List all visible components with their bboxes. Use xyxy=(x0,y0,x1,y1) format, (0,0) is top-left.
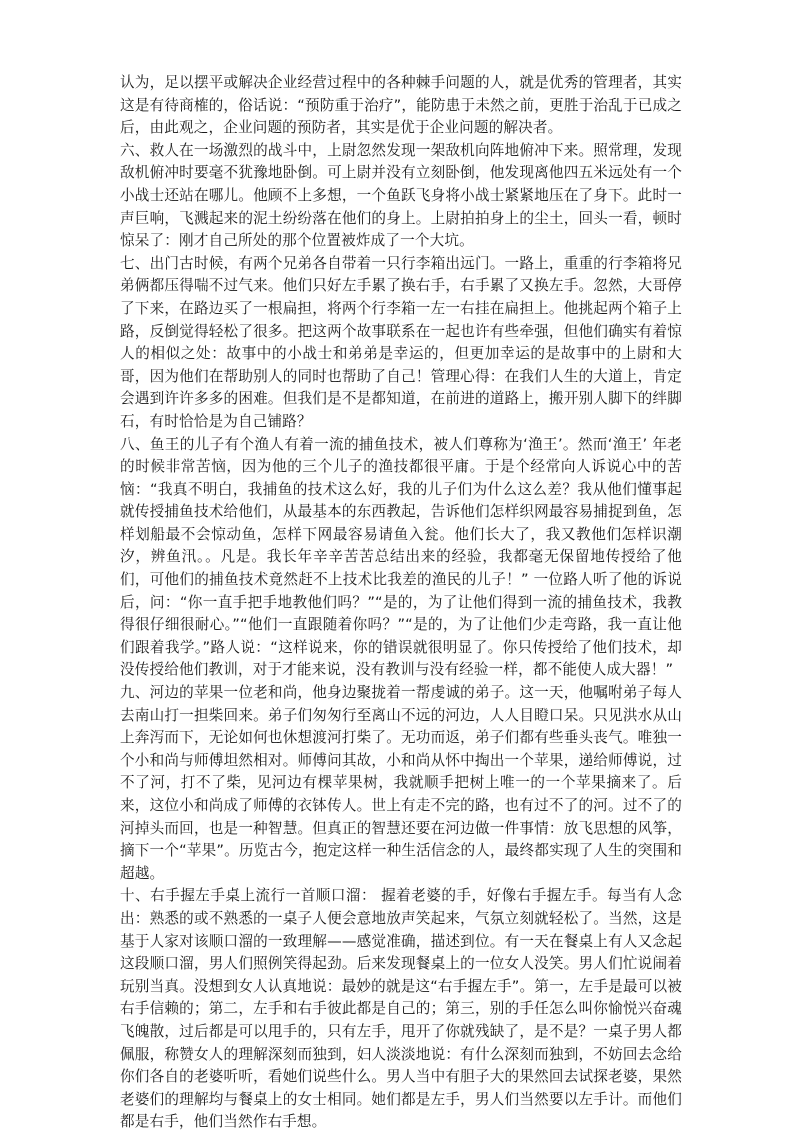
paragraph-six-rescue: 六、救人在一场激烈的战斗中，上尉忽然发现一架敌机向阵地俯冲下来。照常理，发现敌机俯冲时要毫不犹豫地卧倒。可上尉并没有立刻卧倒，他发现离他四五米远处有一个小战士还站在哪儿。他顾不上多想，一个鱼跃飞身将小战士紧紧地压在了身下。此时一声巨响，飞溅起来的泥土纷纷落在他们的身上。上尉拍拍身上的尘土，回头一看，顿时惊呆了：刚才自己所处的那个位置被炸成了一个大坑。 xyxy=(120,141,682,250)
document-body xyxy=(120,72,682,1134)
paragraph-intro-conclusion: 认为，足以摆平或解决企业经营过程中的各种棘手问题的人，就是优秀的管理者，其实这是有待商榷的，俗话说：“预防重于治疗”，能防患于未然之前，更胜于治乱于已成之后，由此观之，企业问题的预防者，其实是优于企业问题的解决者。 xyxy=(120,74,682,137)
paragraph-seven-travel: 七、出门古时候，有两个兄弟各自带着一只行李箱出远门。一路上，重重的行李箱将兄弟俩都压得喘不过气来。他们只好左手累了换右手，右手累了又换左手。忽然，大哥停了下来，在路边买了一根扁担，将两个行李箱一左一右挂在扁担上。他挑起两个箱子上路，反倒觉得轻松了很多。把这两个故事联系在一起也许有些牵强，但他们确实有着惊人的相似之处：故事中的小战士和弟弟是幸运的，但更加幸运的是故事中的上尉和大哥，因为他们在帮助别人的同时也帮助了自己！管理心得：在我们人生的大道上，肯定会遇到许许多多的困难。但我们是不是都知道，在前进的道路上，搬开别人脚下的绊脚石，有时恰恰是为自己铺路？ xyxy=(120,254,682,430)
paragraph-ten-right-left-hand: 十、右手握左手桌上流行一首顺口溜： 握着老婆的手，好像右手握左手。每当有人念出：熟悉的或不熟悉的一桌子人便会意地放声笑起来，气氛立刻就轻松了。当然，这是基于人家对该顺口溜的一致理解——感觉准确，描述到位。有一天在餐桌上有人又念起这段顺口溜，男人们照例笑得起劲。后来发现餐桌上的一位女人没笑。男人们忙说闹着玩别当真。没想到女人认真地说：最妙的就是这“右手握左手”。第一，左手是最可以被右手信赖的；第二，左手和右手彼此都是自己的；第三，别的手任怎么叫你愉悦兴奋魂飞魄散，过后都是可以甩手的，只有左手，甩开了你就残缺了，是不是？一桌子男人都佩服，称赞女人的理解深刻而独到，妇人淡淡地说：有什么深刻而独到，不妨回去念给你们各自的老婆听听，看她们说些什么。男人当中有胆子大的果然回去试探老婆，果然老婆们的理解均与餐桌上的女士相同。她们都是左手，男人们当然要以左手计。而他们都是右手，他们当然作右手想。 xyxy=(120,887,682,1131)
paragraph-eight-fish-king: 八、鱼王的儿子有个渔人有着一流的捕鱼技术，被人们尊称为‘渔王’。然而‘渔王’ 年老的时候非常苦恼，因为他的三个儿子的渔技都很平庸。于是个经常向人诉说心中的苦恼：“我真不明白，我捕鱼的技术这么好，我的儿子们为什么这么差？我从他们懂事起就传授捕鱼技术给他们，从最基本的东西教起，告诉他们怎样织网最容易捕捉到鱼，怎样划船最不会惊动鱼，怎样下网最容易请鱼入瓮。他们长大了，我又教他们怎样识潮汐，辨鱼汛。。凡是。我长年辛辛苦苦总结出来的经验，我都毫无保留地传授给了他们，可他们的捕鱼技术竟然赶不上技术比我差的渔民的儿子！” 一位路人听了他的诉说后，问：“你一直手把手地教他们吗？”“是的，为了让他们得到一流的捕鱼技术，我教得很仔细很耐心。”“他们一直跟随着你吗？”“是的，为了让他们少走弯路，我一直让他们跟着我学。”路人说：“这样说来，你的错误就很明显了。你只传授给了他们技术，却没传授给他们教训，对于才能来说，没有教训与没有经验一样，都不能使人成大器！” xyxy=(120,435,682,679)
paragraph-nine-river-apple: 九、河边的苹果一位老和尚，他身边聚拢着一帮虔诚的弟子。这一天，他嘱咐弟子每人去南山打一担柴回来。弟子们匆匆行至离山不远的河边，人人目瞪口呆。只见洪水从山上奔泻而下，无论如何也休想渡河打柴了。无功而返，弟子们都有些垂头丧气。唯独一个小和尚与师傅坦然相对。师傅问其故，小和尚从怀中掏出一个苹果，递给师傅说，过不了河，打不了柴，见河边有棵苹果树，我就顺手把树上唯一的一个苹果摘来了。后来，这位小和尚成了师傅的衣钵传人。世上有走不完的路，也有过不了的河。过不了的河掉头而回，也是一种智慧。但真正的智慧还要在河边做一件事情：放飞思想的风筝，摘下一个“苹果”。历览古今，抱定这样一种生活信念的人，最终都实现了人生的突围和超越。 xyxy=(120,684,682,882)
